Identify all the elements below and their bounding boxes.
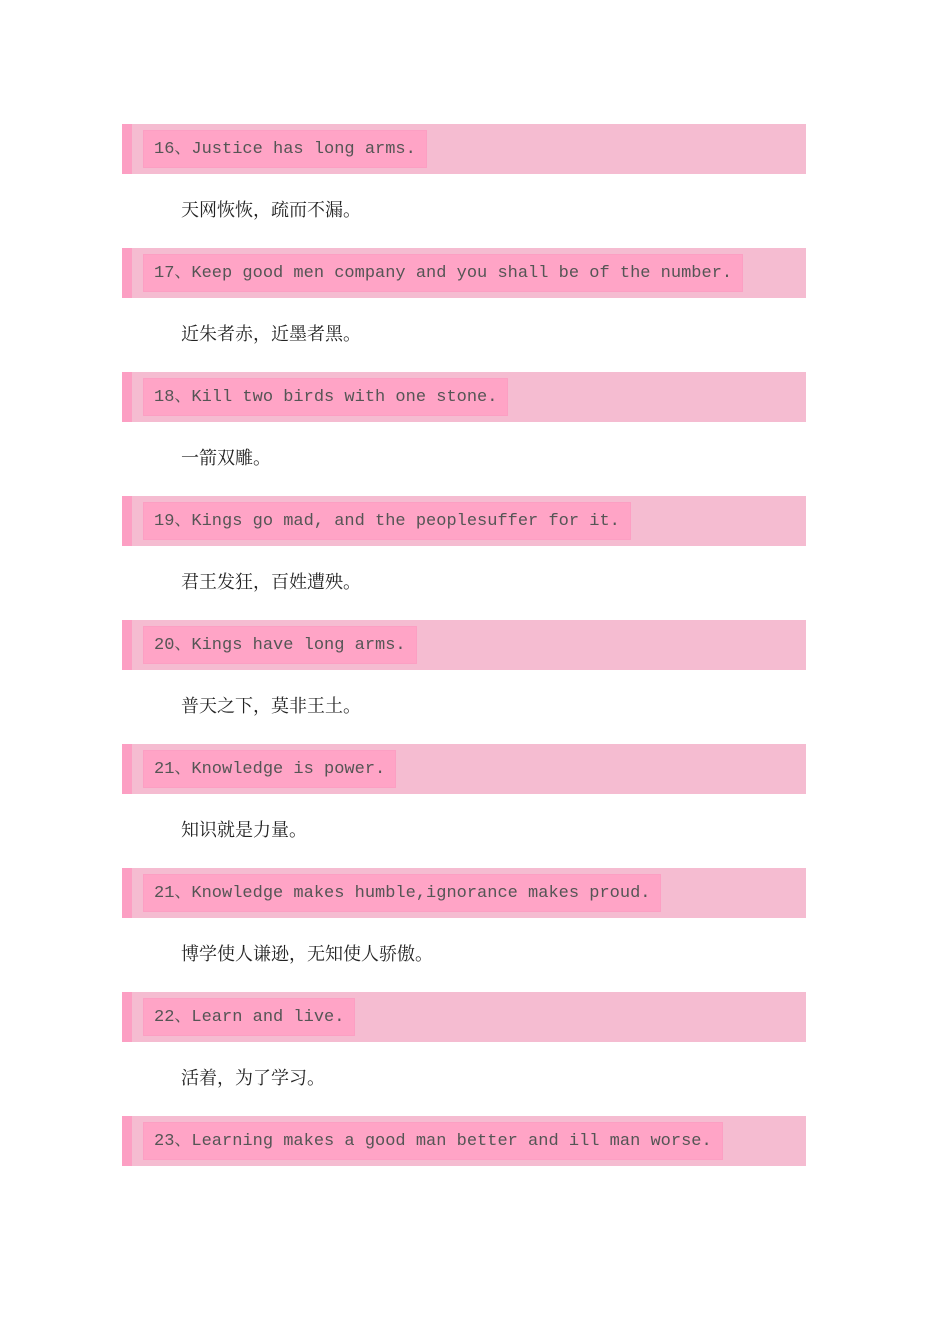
proverb-entry: [122, 744, 806, 868]
proverb-entry: [122, 620, 806, 744]
proverb-entry: [122, 992, 806, 1116]
proverb-text: 21、Knowledge makes humble,ignorance makes proud.: [143, 874, 661, 912]
proverb-bar: [122, 744, 806, 794]
proverb-bar: [122, 496, 806, 546]
proverb-text: 17、Keep good men company and you shall be of the number.: [143, 254, 743, 292]
proverb-text: 19、Kings go mad, and the peoplesuffer for it.: [143, 502, 631, 540]
proverb-entry: [122, 868, 806, 992]
proverb-translation: 活着，为了学习。: [181, 1068, 325, 1089]
proverb-bar: [122, 868, 806, 918]
proverb-list: [122, 124, 806, 1166]
proverb-text: 18、Kill two birds with one stone.: [143, 378, 508, 416]
proverb-entry: [122, 124, 806, 248]
proverb-translation: 近朱者赤，近墨者黑。: [181, 324, 361, 345]
proverb-bar: [122, 372, 806, 422]
proverb-bar: [122, 124, 806, 174]
proverb-entry: [122, 372, 806, 496]
proverb-entry: [122, 496, 806, 620]
proverb-text: 21、Knowledge is power.: [143, 750, 396, 788]
proverb-text: 22、Learn and live.: [143, 998, 355, 1036]
proverb-text: 16、Justice has long arms.: [143, 130, 427, 168]
proverb-translation: 一箭双雕。: [181, 448, 271, 469]
proverb-translation: 君王发狂，百姓遭殃。: [181, 572, 361, 593]
proverb-bar: [122, 992, 806, 1042]
proverb-bar: [122, 1116, 806, 1166]
proverb-text: 20、Kings have long arms.: [143, 626, 417, 664]
proverb-bar: [122, 620, 806, 670]
proverb-translation: 天网恢恢，疏而不漏。: [181, 200, 361, 221]
proverb-translation: 普天之下，莫非王土。: [181, 696, 361, 717]
proverb-translation: 博学使人谦逊，无知使人骄傲。: [181, 944, 433, 965]
proverb-entry: [122, 248, 806, 372]
proverb-entry: [122, 1116, 806, 1166]
proverb-bar: [122, 248, 806, 298]
proverb-text: 23、Learning makes a good man better and ill man worse.: [143, 1122, 723, 1160]
proverb-translation: 知识就是力量。: [181, 820, 307, 841]
